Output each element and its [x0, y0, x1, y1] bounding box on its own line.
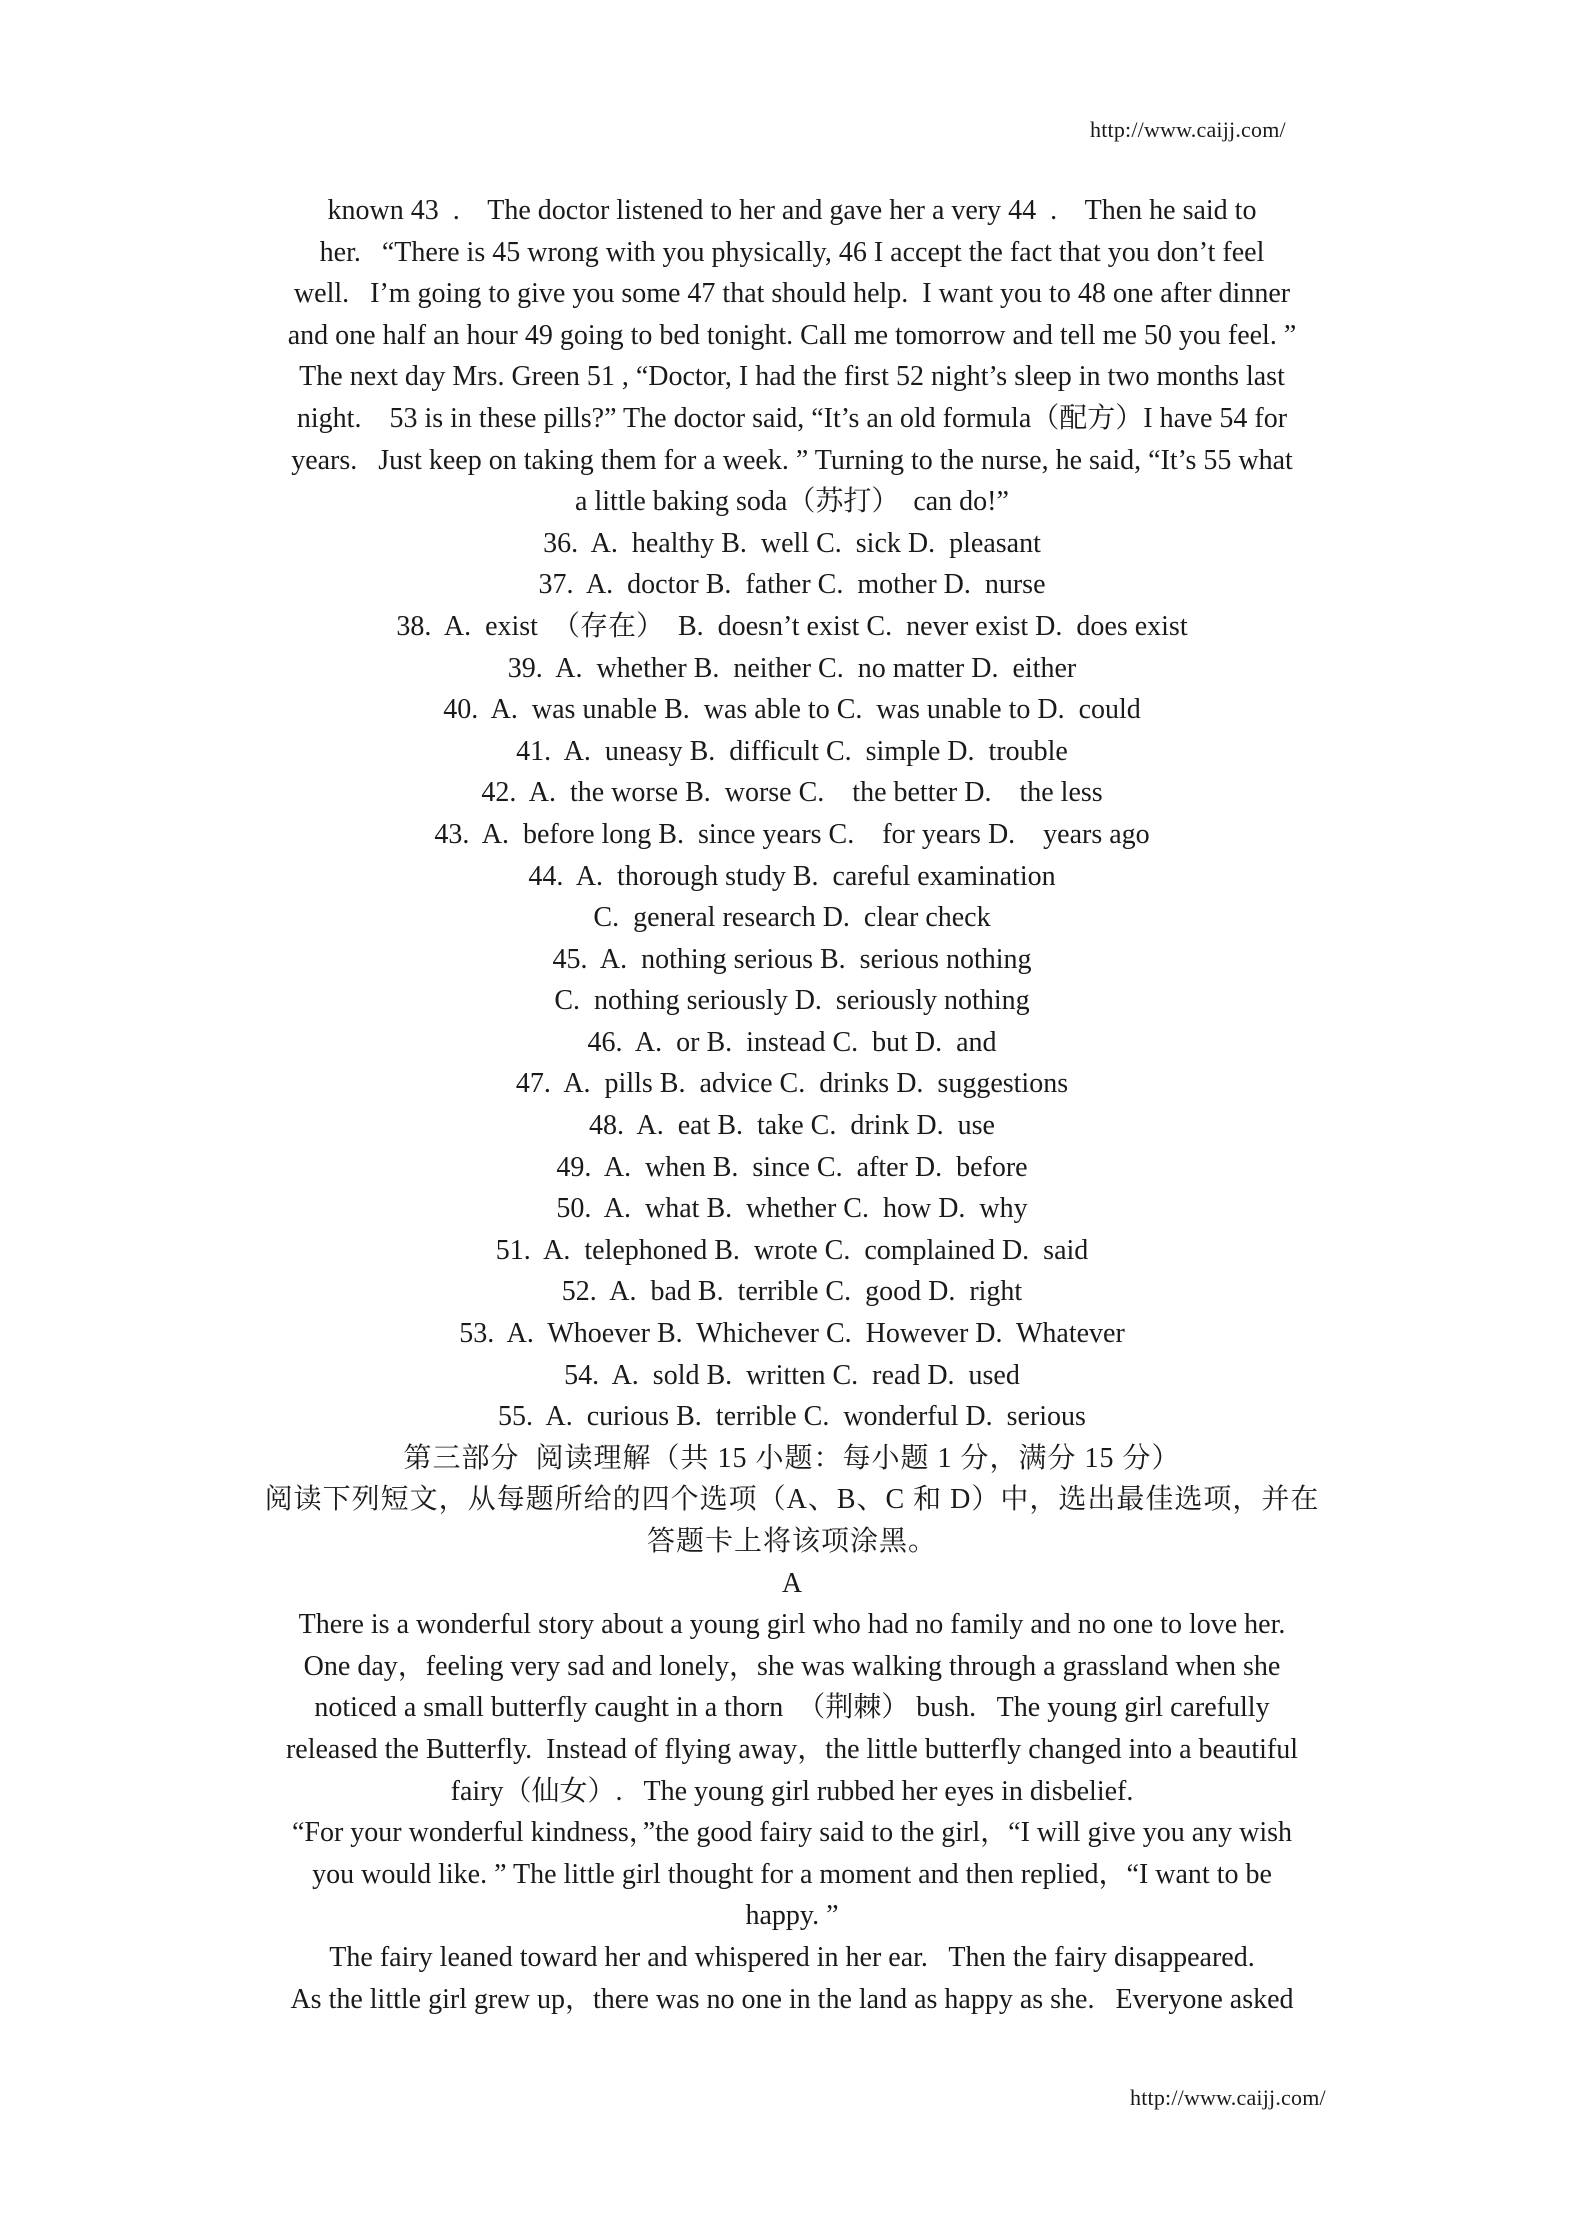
- question-item: 38. A. exist （存在） B. doesn’t exist C. never exist D. does exist: [396, 610, 1188, 642]
- question-item: 54. A. sold B. written C. read D. used: [564, 1359, 1020, 1391]
- passage-line: There is a wonderful story about a young girl who had no family and no one to love her.: [298, 1609, 1286, 1641]
- passage-line: years. Just keep on taking them for a week. ” Turning to the nurse, he said, “It’s 55 what: [291, 444, 1293, 476]
- passage-line: released the Butterfly. Instead of flying away，the little butterfly changed into a beautiful: [285, 1733, 1299, 1765]
- question-item: C. general research D. clear check: [593, 902, 991, 934]
- passage-line: The fairy leaned toward her and whispered in her ear. Then the fairy disappeared.: [329, 1941, 1255, 1973]
- section-instructions: 答题卡上将该项涂黑。: [646, 1526, 937, 1557]
- passage-line: As the little girl grew up，there was no one in the land as happy as she. Everyone asked: [290, 1983, 1294, 2015]
- question-item: 46. A. or B. instead C. but D. and: [587, 1026, 997, 1058]
- passage-line: night. 53 is in these pills?” The doctor said, “It’s an old formula（配方）I have 54 for: [296, 402, 1288, 434]
- footer-url: http://www.caijj.com/: [1130, 2085, 1326, 2110]
- passage-line: noticed a small butterfly caught in a thorn （荆棘） bush. The young girl carefully: [314, 1692, 1270, 1724]
- passage-line: One day，feeling very sad and lonely，she was walking through a grassland when she: [303, 1650, 1281, 1682]
- question-item: 40. A. was unable B. was able to C. was unable to D. could: [443, 694, 1141, 726]
- cloze-passage-end: [236, 190, 1348, 523]
- reading-section-header: [236, 1438, 1348, 1563]
- question-item: 37. A. doctor B. father C. mother D. nurse: [538, 569, 1046, 601]
- question-item: 44. A. thorough study B. careful examination: [528, 860, 1056, 892]
- question-item: 55. A. curious B. terrible C. wonderful D. serious: [498, 1401, 1086, 1433]
- question-item: 47. A. pills B. advice C. drinks D. suggestions: [515, 1068, 1069, 1100]
- passage-line: fairy（仙女）. The young girl rubbed her eyes in disbelief.: [450, 1775, 1134, 1807]
- passage-line: you would like. ” The little girl thought for a moment and then replied，“I want to be: [312, 1858, 1272, 1890]
- page-content: [236, 190, 1348, 2020]
- question-item: 52. A. bad B. terrible C. good D. right: [561, 1276, 1023, 1308]
- question-item: 48. A. eat B. take C. drink D. use: [589, 1110, 995, 1142]
- passage-line: known 43 . The doctor listened to her and gave her a very 44 . Then he said to: [327, 195, 1257, 226]
- question-item: 49. A. when B. since C. after D. before: [556, 1151, 1028, 1183]
- question-item: 41. A. uneasy B. difficult C. simple D. trouble: [516, 735, 1068, 767]
- question-item: 51. A. telephoned B. wrote C. complained D. said: [495, 1234, 1089, 1266]
- question-item: 50. A. what B. whether C. how D. why: [556, 1193, 1028, 1225]
- header-url: http://www.caijj.com/: [1090, 117, 1286, 142]
- passage-line: “For your wonderful kindness，”the good fairy said to the girl，“I will give you any wish: [291, 1817, 1293, 1849]
- question-item: C. nothing seriously D. seriously nothing: [554, 985, 1030, 1017]
- passage-line: well. I’m going to give you some 47 that should help. I want you to 48 one after dinner: [293, 278, 1291, 310]
- question-item: 53. A. Whoever B. Whichever C. However D. Whatever: [459, 1318, 1125, 1350]
- question-item: 45. A. nothing serious B. serious nothing: [552, 943, 1032, 975]
- question-item: 39. A. whether B. neither C. no matter D. either: [507, 652, 1077, 684]
- passage-line: a little baking soda（苏打） can do!”: [575, 486, 1009, 518]
- section-title: 第三部分 阅读理解（共 15 小题：每小题 1 分，满分 15 分）: [403, 1442, 1181, 1474]
- passage-line: and one half an hour 49 going to bed tonight. Call me tomorrow and tell me 50 you feel. ”: [287, 319, 1297, 351]
- passage-line: happy. ”: [745, 1900, 839, 1932]
- passage-label: A: [781, 1567, 803, 1599]
- passage-line: The next day Mrs. Green 51 , “Doctor, I had the first 52 night’s sleep in two months last: [299, 361, 1285, 393]
- passage-line: her. “There is 45 wrong with you physically, 46 I accept the fact that you don’t feel: [319, 236, 1265, 268]
- question-item: 43. A. before long B. since years C. for years D. years ago: [434, 818, 1150, 850]
- section-instructions: 阅读下列短文，从每题所给的四个选项（A、B、C 和 D）中，选出最佳选项，并在: [264, 1484, 1320, 1516]
- question-item: 42. A. the worse B. worse C. the better D. the less: [481, 777, 1103, 809]
- cloze-question-list: [236, 523, 1348, 1438]
- reading-passage-a: [236, 1563, 1348, 2021]
- question-item: 36. A. healthy B. well C. sick D. pleasant: [543, 527, 1041, 559]
